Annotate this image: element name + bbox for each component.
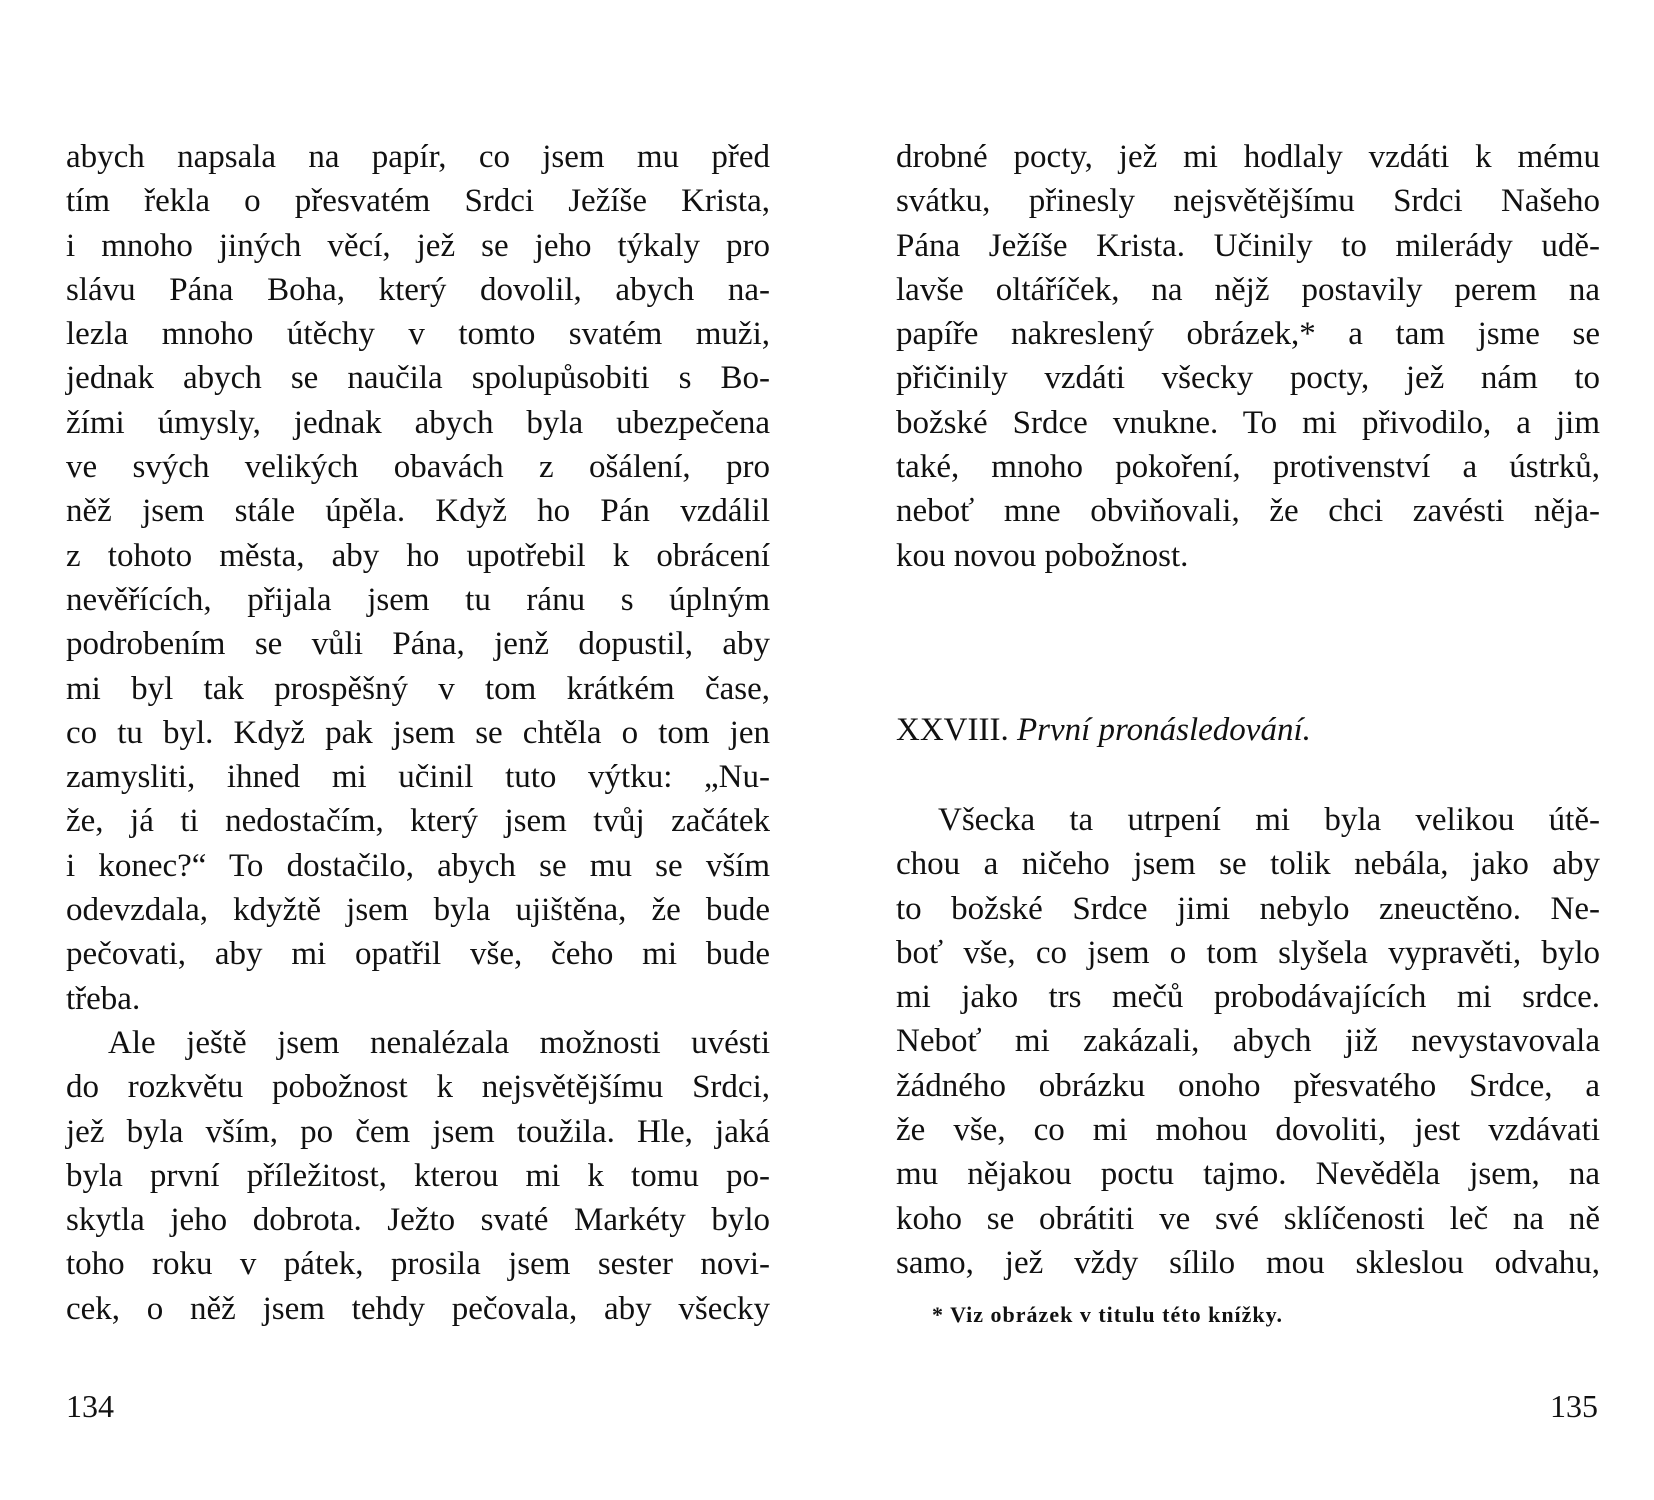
text-line: boť vše, co jsem o tom slyšela vypravěti, bylo <box>896 934 1600 971</box>
right-page-text-top <box>896 135 1600 578</box>
chapter-number: XXVIII. <box>896 712 1009 748</box>
chapter-title: První pronásledování. <box>1016 712 1311 748</box>
text-line: lezla mnoho útěchy v tomto svatém muži, <box>66 316 770 353</box>
text-line: tím řekla o přesvatém Srdci Ježíše Krista, <box>66 183 770 220</box>
text-line: mi byl tak prospěšný v tom krátkém čase, <box>66 670 770 707</box>
text-line: také, mnoho pokoření, protivenství a ústrků, <box>896 449 1600 486</box>
text-line: něž jsem stále úpěla. Když ho Pán vzdálil <box>66 493 770 530</box>
text-line: slávu Pána Boha, který dovolil, abych na- <box>66 271 770 308</box>
chapter-heading <box>896 708 1311 752</box>
page-number-left: 134 <box>66 1388 114 1424</box>
text-line: Neboť mi zakázali, abych již nevystavovala <box>896 1023 1600 1060</box>
text-line: žími úmysly, jednak abych byla ubezpečena <box>66 404 770 441</box>
text-line: chou a ničeho jsem se tolik nebála, jako aby <box>896 846 1600 883</box>
text-line: cek, o něž jsem tehdy pečovala, aby všecky <box>66 1290 770 1327</box>
text-line: drobné pocty, jež mi hodlaly vzdáti k mému <box>896 139 1600 175</box>
text-line: toho roku v pátek, prosila jsem sester novi- <box>66 1246 770 1283</box>
text-line: samo, jež vždy sílilo mou skleslou odvahu, <box>896 1244 1600 1281</box>
text-line: byla první příležitost, kterou mi k tomu po- <box>66 1157 770 1194</box>
text-line: žádného obrázku onoho přesvatého Srdce, a <box>896 1067 1600 1104</box>
text-line: skytla jeho dobrota. Ježto svaté Markéty bylo <box>66 1202 770 1239</box>
text-line: Pána Ježíše Krista. Učinily to milerády udě- <box>896 227 1600 264</box>
text-line: třeba. <box>66 980 141 1017</box>
text-line: odevzdala, kdyžtě jsem byla ujištěna, že bude <box>66 892 770 929</box>
text-line: že vše, co mi mohou dovoliti, jest vzdávati <box>896 1112 1600 1149</box>
left-page-text <box>66 135 770 1331</box>
text-line: co tu byl. Když pak jsem se chtěla o tom jen <box>66 714 770 751</box>
text-line: Všecka ta utrpení mi byla velikou útě- <box>938 802 1600 838</box>
text-line: mu nějakou poctu tajmo. Nevěděla jsem, na <box>896 1156 1600 1193</box>
right-page-text-bottom <box>896 798 1600 1285</box>
text-line: ve svých velikých obavách z ošálení, pro <box>66 449 770 486</box>
text-line: abych napsala na papír, co jsem mu před <box>66 139 770 175</box>
text-line: zamysliti, ihned mi učinil tuto výtku: „Nu- <box>66 759 770 796</box>
text-line: do rozkvětu pobožnost k nejsvětějšímu Srdci, <box>66 1069 770 1106</box>
page-number-right: 135 <box>1550 1388 1598 1424</box>
text-line: lavše oltáříček, na nějž postavily perem na <box>896 271 1600 308</box>
text-line: božské Srdce vnukne. To mi přivodilo, a jim <box>896 404 1600 441</box>
text-line: papíře nakreslený obrázek,* a tam jsme se <box>896 316 1600 353</box>
text-line: kou novou pobožnost. <box>896 537 1189 574</box>
text-line: pečovati, aby mi opatřil vše, čeho mi bude <box>66 936 770 973</box>
text-line: že, já ti nedostačím, který jsem tvůj začátek <box>66 803 770 840</box>
text-line: přičinily vzdáti všecky pocty, jež nám to <box>896 360 1600 397</box>
text-line: svátku, přinesly nejsvětějšímu Srdci Našeho <box>896 183 1600 220</box>
text-line: koho se obrátiti ve své sklíčenosti leč na ně <box>896 1200 1600 1237</box>
text-line: jež byla vším, po čem jsem toužila. Hle, jaká <box>66 1113 770 1150</box>
text-line: nevěřících, přijala jsem tu ránu s úplným <box>66 581 770 618</box>
text-line: z tohoto města, aby ho upotřebil k obrácení <box>66 537 770 574</box>
text-line: i mnoho jiných věcí, jež se jeho týkaly pro <box>66 227 770 264</box>
text-line: mi jako trs mečů probodávajících mi srdce. <box>896 979 1600 1016</box>
footnote: * Viz obrázek v titulu této knížky. <box>932 1302 1283 1327</box>
text-line: i konec?“ To dostačilo, abych se mu se vším <box>66 847 770 884</box>
text-line: jednak abych se naučila spolupůsobiti s Bo- <box>66 360 770 397</box>
text-line: Ale ještě jsem nenalézala možnosti uvésti <box>108 1024 770 1061</box>
text-line: podrobením se vůli Pána, jenž dopustil, aby <box>66 626 770 663</box>
text-line: to božské Srdce jimi nebylo zneuctěno. Ne- <box>896 890 1600 927</box>
text-line: neboť mne obviňovali, že chci zavésti něja- <box>896 493 1600 530</box>
